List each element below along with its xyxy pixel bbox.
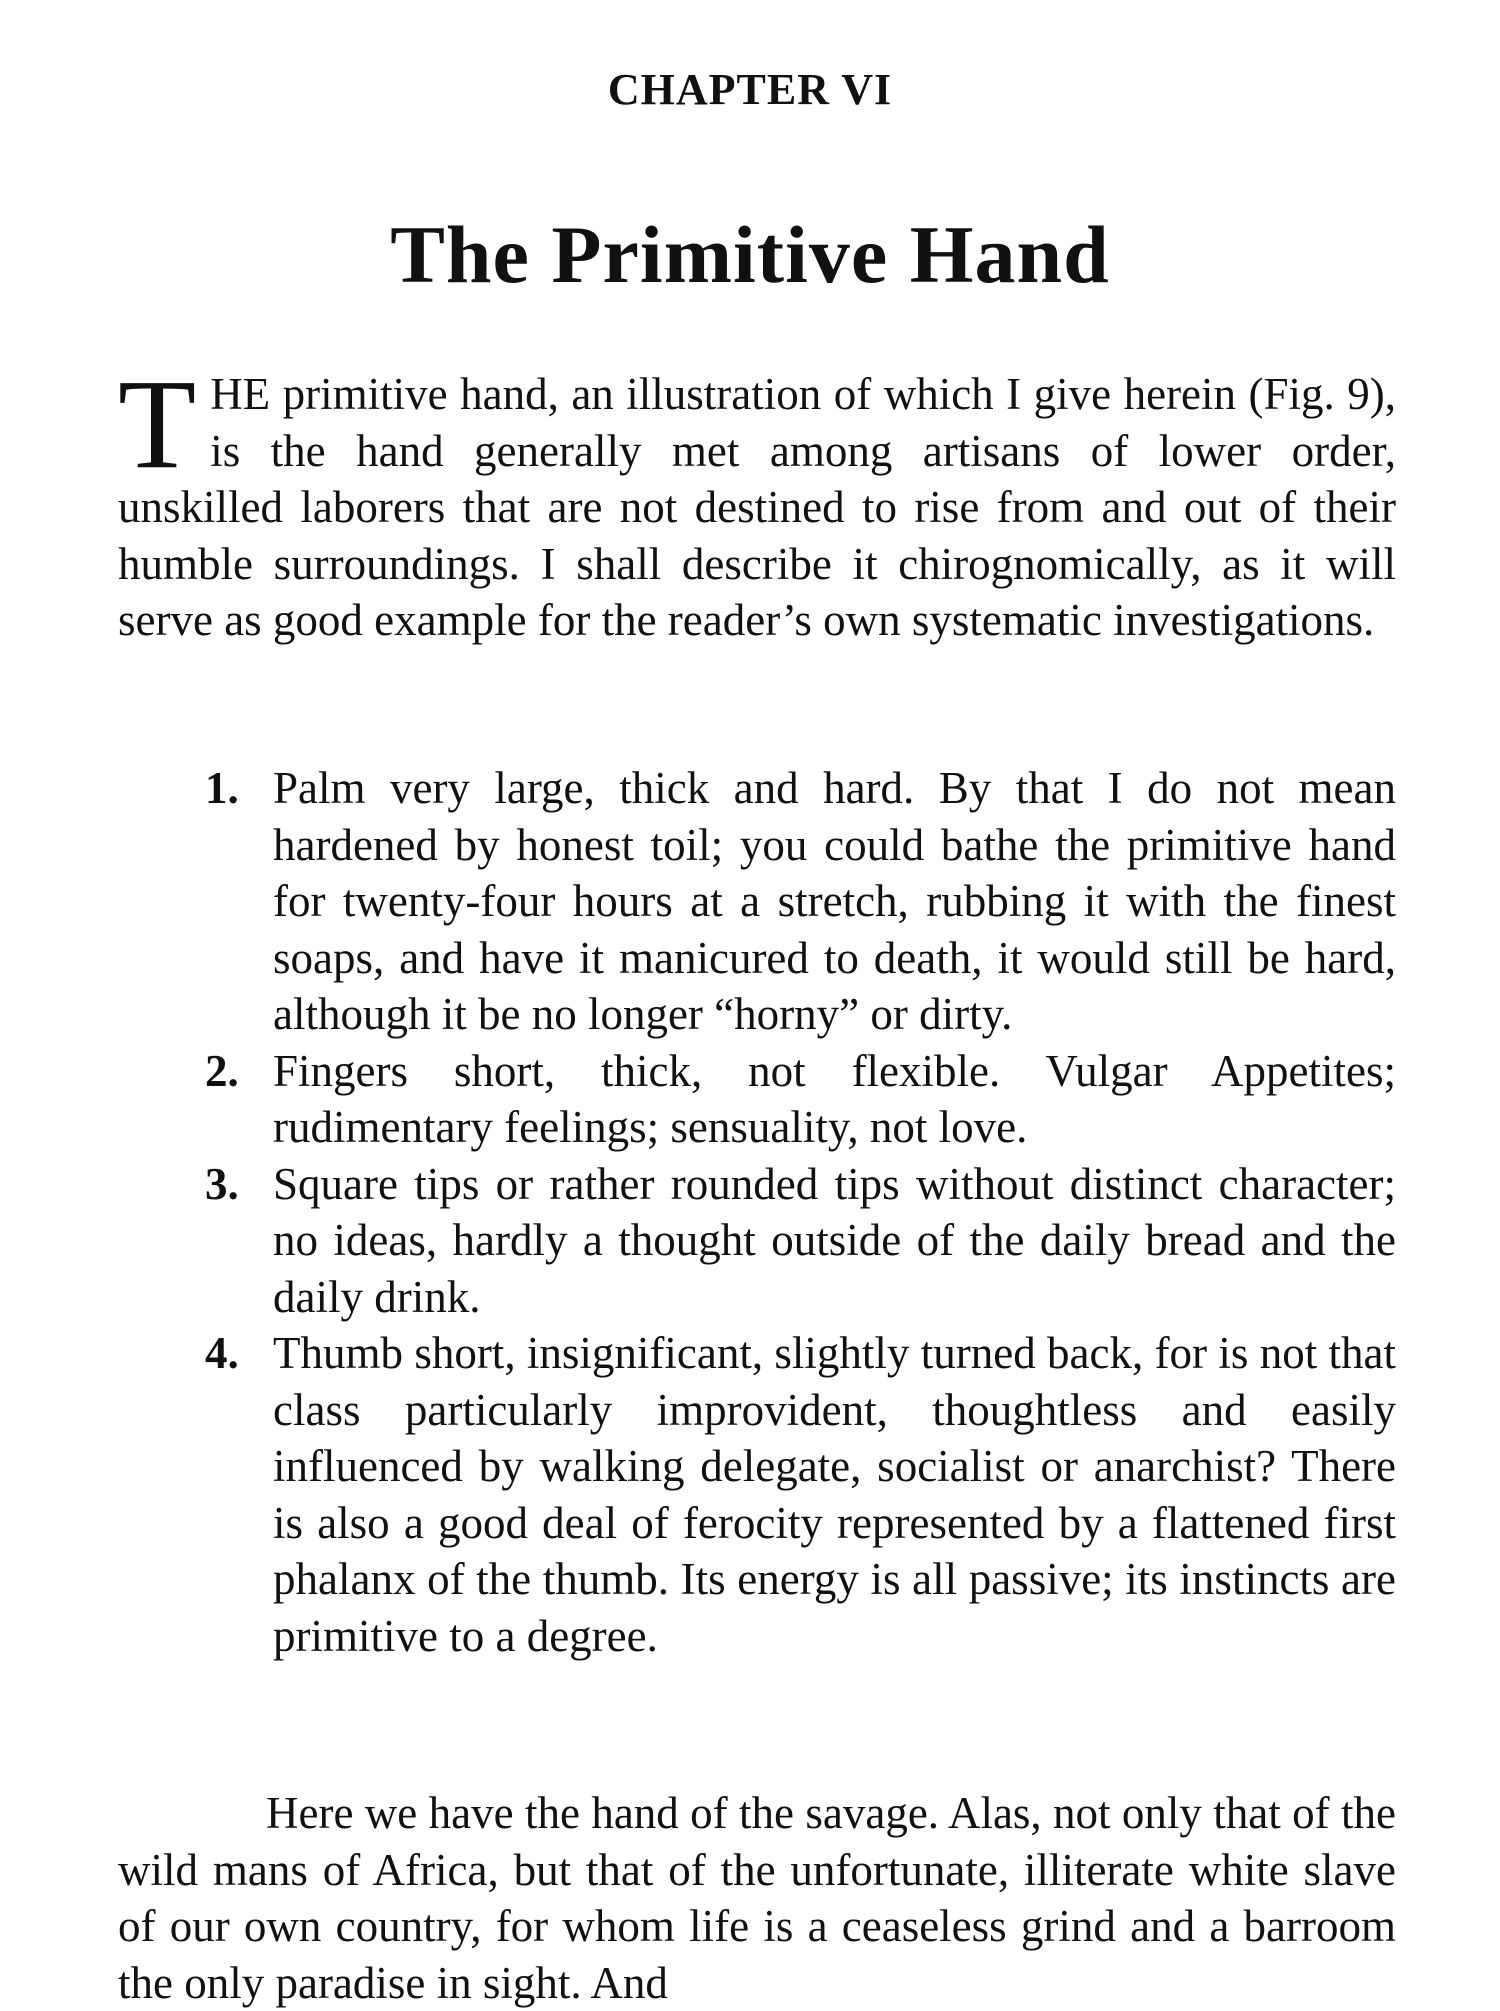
list-item-text: Thumb short, insignificant, slightly turned back, for is not that class particularly improvident, thoughtless and easily influenced by walking delegate, socialist or anarchist? There is also a good deal of ferocity represented by a flattened first phalanx of the thumb. Its energy is all passive; its instincts are primitive to a degree. [273, 1328, 1396, 1661]
list-item-number: 4. [205, 1328, 239, 1378]
characteristics-list [205, 760, 1396, 1664]
chapter-label: CHAPTER VI [607, 65, 893, 114]
list-item [205, 1043, 1396, 1156]
list-item [205, 1325, 1396, 1664]
list-item-number: 2. [205, 1045, 239, 1096]
intro-text: HE primitive hand, an illustration of which I give herein (Fig. 9), is the hand generally met among artisans of lower order, unskilled laborers that are not destined to rise from and out of their humble surroundings. I shall describe it chirognomically, as it will serve as good example for the reader’s own systematic investigations. [118, 369, 1396, 645]
list-item-text: Square tips or rather rounded tips without distinct character; no ideas, hardly a thought outside of the daily bread and the daily drink. [273, 1158, 1396, 1322]
list-item [205, 760, 1396, 1043]
list-item [205, 1156, 1396, 1326]
list-item-number: 1. [205, 763, 239, 813]
closing-paragraph: Here we have the hand of the savage. Alas, not only that of the wild mans of Africa, but that of the unfortunate, illiterate white slave of our own country, for whom life is a ceaseless grind and a barroom the only paradise in sight. And [118, 1788, 1396, 2008]
intro-paragraph [118, 353, 1396, 649]
chapter-title: The Primitive Hand [390, 209, 1110, 300]
drop-cap: T [118, 353, 197, 495]
list-item-text: Palm very large, thick and hard. By that I do not mean hardened by honest toil; you could bathe the primitive hand for twenty-four hours at a stretch, rubbing it with the finest soaps, and have it manicured to death, it would still be hard, although it be no longer “horny” or dirty. [273, 763, 1396, 1039]
list-item-number: 3. [205, 1158, 239, 1209]
list-item-text: Fingers short, thick, not flexible. Vulgar Appetites; rudimentary feelings; sensuality, not love. [273, 1045, 1396, 1152]
